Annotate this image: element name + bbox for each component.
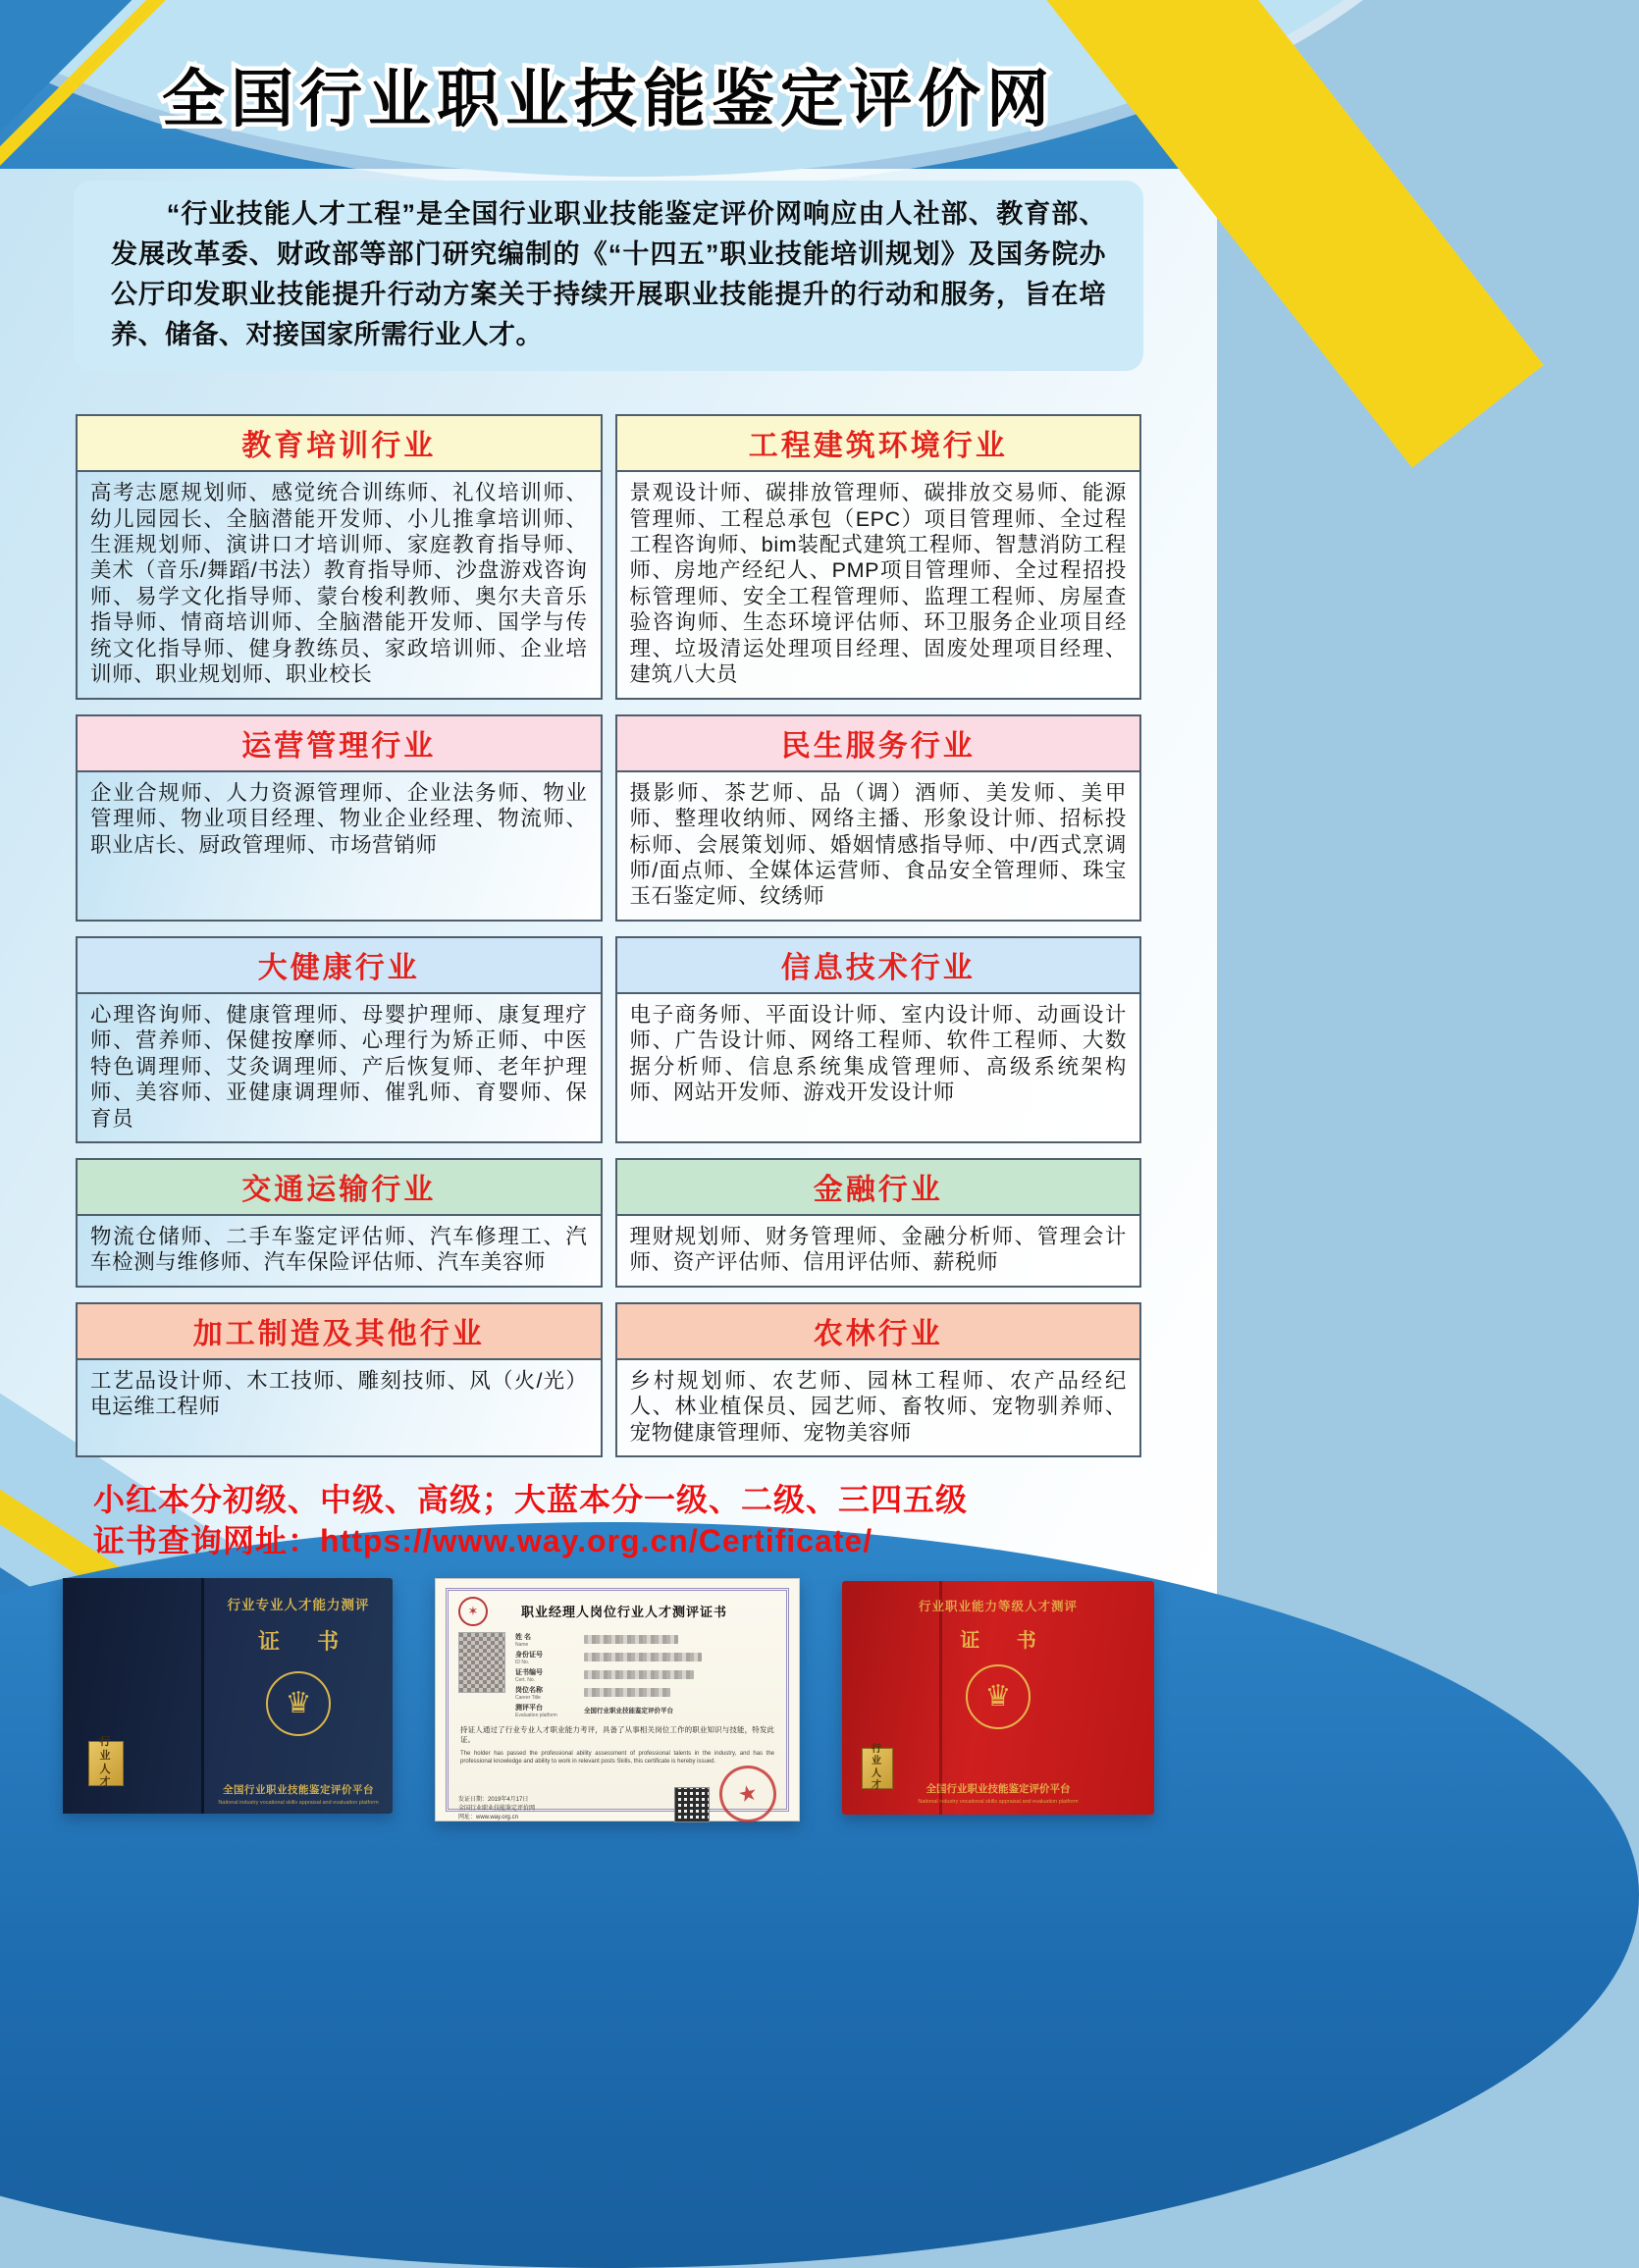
blue-book-heading: 行业专业人才能力测评 [227, 1597, 370, 1612]
field-career-title [515, 1685, 776, 1701]
category-title: 工程建筑环境行业 [617, 416, 1140, 472]
category-card-health [76, 936, 603, 1143]
crown-emblem-icon: ♛ [966, 1664, 1031, 1729]
category-title: 大健康行业 [78, 938, 601, 994]
red-book-platform: 全国行业职业技能鉴定评价平台 [925, 1782, 1071, 1795]
category-card-transportation [76, 1158, 603, 1288]
field-cert-no [515, 1667, 776, 1683]
field-label-en: Cert. No. [515, 1676, 536, 1683]
category-jobs: 心理咨询师、健康管理师、母婴护理师、康复理疗师、营养师、保健按摩师、心理行为矫正师、中医特色调理师、艾灸调理师、产后恢复师、老年护理师、美容师、亚健康调理师、催乳师、育婴师、保育员 [78, 994, 601, 1141]
qr-code-icon [674, 1787, 710, 1822]
certificate-red-book [842, 1581, 1154, 1815]
issue-date: 发证日期：2019年4月17日 [458, 1796, 529, 1803]
category-title: 教育培训行业 [78, 416, 601, 472]
red-book-heading: 行业职业能力等级人才测评 [918, 1599, 1078, 1613]
category-card-finance [615, 1158, 1142, 1288]
category-jobs: 理财规划师、财务管理师、金融分析师、管理会计师、资产评估师、信用评估师、薪税师 [617, 1216, 1140, 1286]
certificate-images [63, 1578, 1154, 1821]
blue-book-gold-stamp [88, 1736, 124, 1789]
paper-body-en: The holder has passed the professional ability assessment of professional talents in the industry, and has the professional knowledge and ability to work in relevant posts Skills, this certificate is hereby issued. [460, 1750, 774, 1765]
category-title: 运营管理行业 [78, 716, 601, 772]
paper-identity-block [458, 1632, 776, 1718]
category-jobs: 摄影师、茶艺师、品（调）酒师、美发师、美甲师、整理收纳师、网络主播、形象设计师、招标投标师、会展策划师、婚姻情感指导师、中/西式烹调师/面点师、全媒体运营师、食品安全管理师、珠宝玉石鉴定师、纹绣师 [617, 772, 1140, 920]
category-jobs: 景观设计师、碳排放管理师、碳排放交易师、能源管理师、工程总承包（EPC）项目管理师、全过程工程咨询师、bim装配式建筑工程师、智慧消防工程师、房地产经纪人、PMP项目管理师、全过程招投标管理师、安全工程管理师、监理工程师、房屋查验咨询师、生态环境评估师、环卫服务企业项目经理、垃圾清运处理项目经理、固废处理项目经理、建筑八大员 [617, 472, 1140, 698]
level-note: 小红本分初级、中级、高级；大蓝本分一级、二级、三四五级 [93, 1482, 969, 1518]
category-title: 民生服务行业 [617, 716, 1140, 772]
category-title: 加工制造及其他行业 [78, 1304, 601, 1360]
blue-book-cover [204, 1578, 393, 1814]
intro-panel [74, 181, 1143, 371]
field-platform [515, 1703, 776, 1718]
category-card-engineering-construction [615, 414, 1142, 700]
category-card-manufacturing-others [76, 1302, 603, 1457]
page-title: 全国行业职业技能鉴定评价网 [162, 64, 1055, 134]
masked-value [584, 1688, 670, 1697]
category-card-information-technology [615, 936, 1142, 1143]
paper-footer [458, 1766, 776, 1822]
field-platform-value: 全国行业职业技能鉴定评价平台 [584, 1708, 673, 1715]
blue-book-platform-en: National industry vocational skills appraisal and evaluation platform [218, 1799, 379, 1806]
category-jobs: 电子商务师、平面设计师、室内设计师、动画设计师、广告设计师、网络工程师、软件工程师、大数据分析师、信息系统集成管理师、高级系统架构师、网站开发师、游戏开发设计师 [617, 994, 1140, 1141]
website: 网址：www.way.org.cn [458, 1814, 518, 1820]
field-label-en: Career Title [515, 1694, 541, 1701]
blue-book-left-flap [63, 1578, 204, 1814]
issue-info [458, 1796, 535, 1822]
category-jobs: 物流仓储师、二手车鉴定评估师、汽车修理工、汽车检测与维修师、汽车保险评估师、汽车美容师 [78, 1216, 601, 1286]
field-label: 证书编号 [515, 1668, 543, 1676]
certificate-paper [435, 1578, 800, 1821]
category-grid [76, 414, 1141, 1457]
field-label-en: Evaluation platform [515, 1712, 557, 1718]
crown-emblem-icon: ♛ [266, 1671, 331, 1736]
field-label-en: ID No. [515, 1659, 530, 1665]
masked-value [584, 1670, 694, 1679]
paper-ornate-border [446, 1588, 789, 1820]
red-emblem-icon: ✶ [458, 1597, 488, 1626]
query-label: 证书查询网址： [93, 1523, 321, 1559]
category-title: 信息技术行业 [617, 938, 1140, 994]
category-card-operations-management [76, 714, 603, 922]
issuer: 全国行业职业技能鉴定评价网 [458, 1805, 536, 1812]
red-book-platform-en: National industry vocational skills appraisal and evaluation platform [918, 1798, 1079, 1805]
field-id-no [515, 1650, 776, 1665]
red-book-title: 证 书 [960, 1629, 1052, 1652]
red-seal-icon: ★ [714, 1760, 782, 1827]
field-label: 测评平台 [515, 1704, 543, 1712]
blue-book-platform: 全国行业职业技能鉴定评价平台 [223, 1783, 375, 1796]
category-jobs: 高考志愿规划师、感觉统合训练师、礼仪培训师、幼儿园园长、全脑潜能开发师、小儿推拿培训师、生涯规划师、演讲口才培训师、家庭教育指导师、美术（音乐/舞蹈/书法）教育指导师、沙盘游戏咨询师、易学文化指导师、蒙台梭利教师、奥尔夫音乐指导师、情商培训师、全脑潜能开发师、国学与传统文化指导师、健身教练员、家政培训师、企业培训师、职业规划师、职业校长 [78, 472, 601, 698]
certificate-notes [93, 1479, 1217, 1561]
field-name [515, 1632, 776, 1648]
stamp-text: 行业人才 [99, 1736, 113, 1789]
paper-header [458, 1597, 776, 1626]
category-title: 金融行业 [617, 1160, 1140, 1216]
masked-value [584, 1635, 678, 1644]
certificate-query-url[interactable]: https://www.way.org.cn/Certificate/ [320, 1523, 873, 1559]
category-card-public-services [615, 714, 1142, 922]
category-title: 农林行业 [617, 1304, 1140, 1360]
masked-value [584, 1653, 702, 1661]
category-title: 交通运输行业 [78, 1160, 601, 1216]
field-label-en: Name [515, 1641, 529, 1648]
field-label: 岗位名称 [515, 1686, 543, 1694]
query-note [93, 1520, 1217, 1561]
intro-text: “行业技能人才工程”是全国行业职业技能鉴定评价网响应由人社部、教育部、发展改革委、财政部等部门研究编制的《“十四五”职业技能培训规划》及国务院办公厅印发职业技能提升行动方案关于持续开展职业技能提升的行动和服务，旨在培养、储备、对接国家所需行业人才。 [111, 199, 1106, 350]
photo-placeholder [458, 1632, 505, 1693]
category-card-education-training [76, 414, 603, 700]
paper-body-cn: 持证人通过了行业专业人才职业能力考评，具备了从事相关岗位工作的职业知识与技能，特发此证。 [460, 1724, 774, 1745]
red-book-gold-stamp: 行业人才 [862, 1748, 893, 1789]
blue-book-title: 证 书 [257, 1628, 355, 1654]
field-label: 姓 名 [515, 1633, 531, 1641]
paper-fields [515, 1632, 776, 1718]
paper-title: 职业经理人岗位行业人才测评证书 [520, 1605, 727, 1620]
category-jobs: 工艺品设计师、木工技师、雕刻技师、风（火/光）电运维工程师 [78, 1360, 601, 1455]
category-jobs: 乡村规划师、农艺师、园林工程师、农产品经纪人、林业植保员、园艺师、畜牧师、宠物驯养师、宠物健康管理师、宠物美容师 [617, 1360, 1140, 1455]
category-card-agriculture-forestry [615, 1302, 1142, 1457]
category-jobs: 企业合规师、人力资源管理师、企业法务师、物业管理师、物业项目经理、物业企业经理、物流师、职业店长、厨政管理师、市场营销师 [78, 772, 601, 920]
field-label: 身份证号 [515, 1651, 543, 1659]
certificate-blue-book [63, 1578, 393, 1814]
